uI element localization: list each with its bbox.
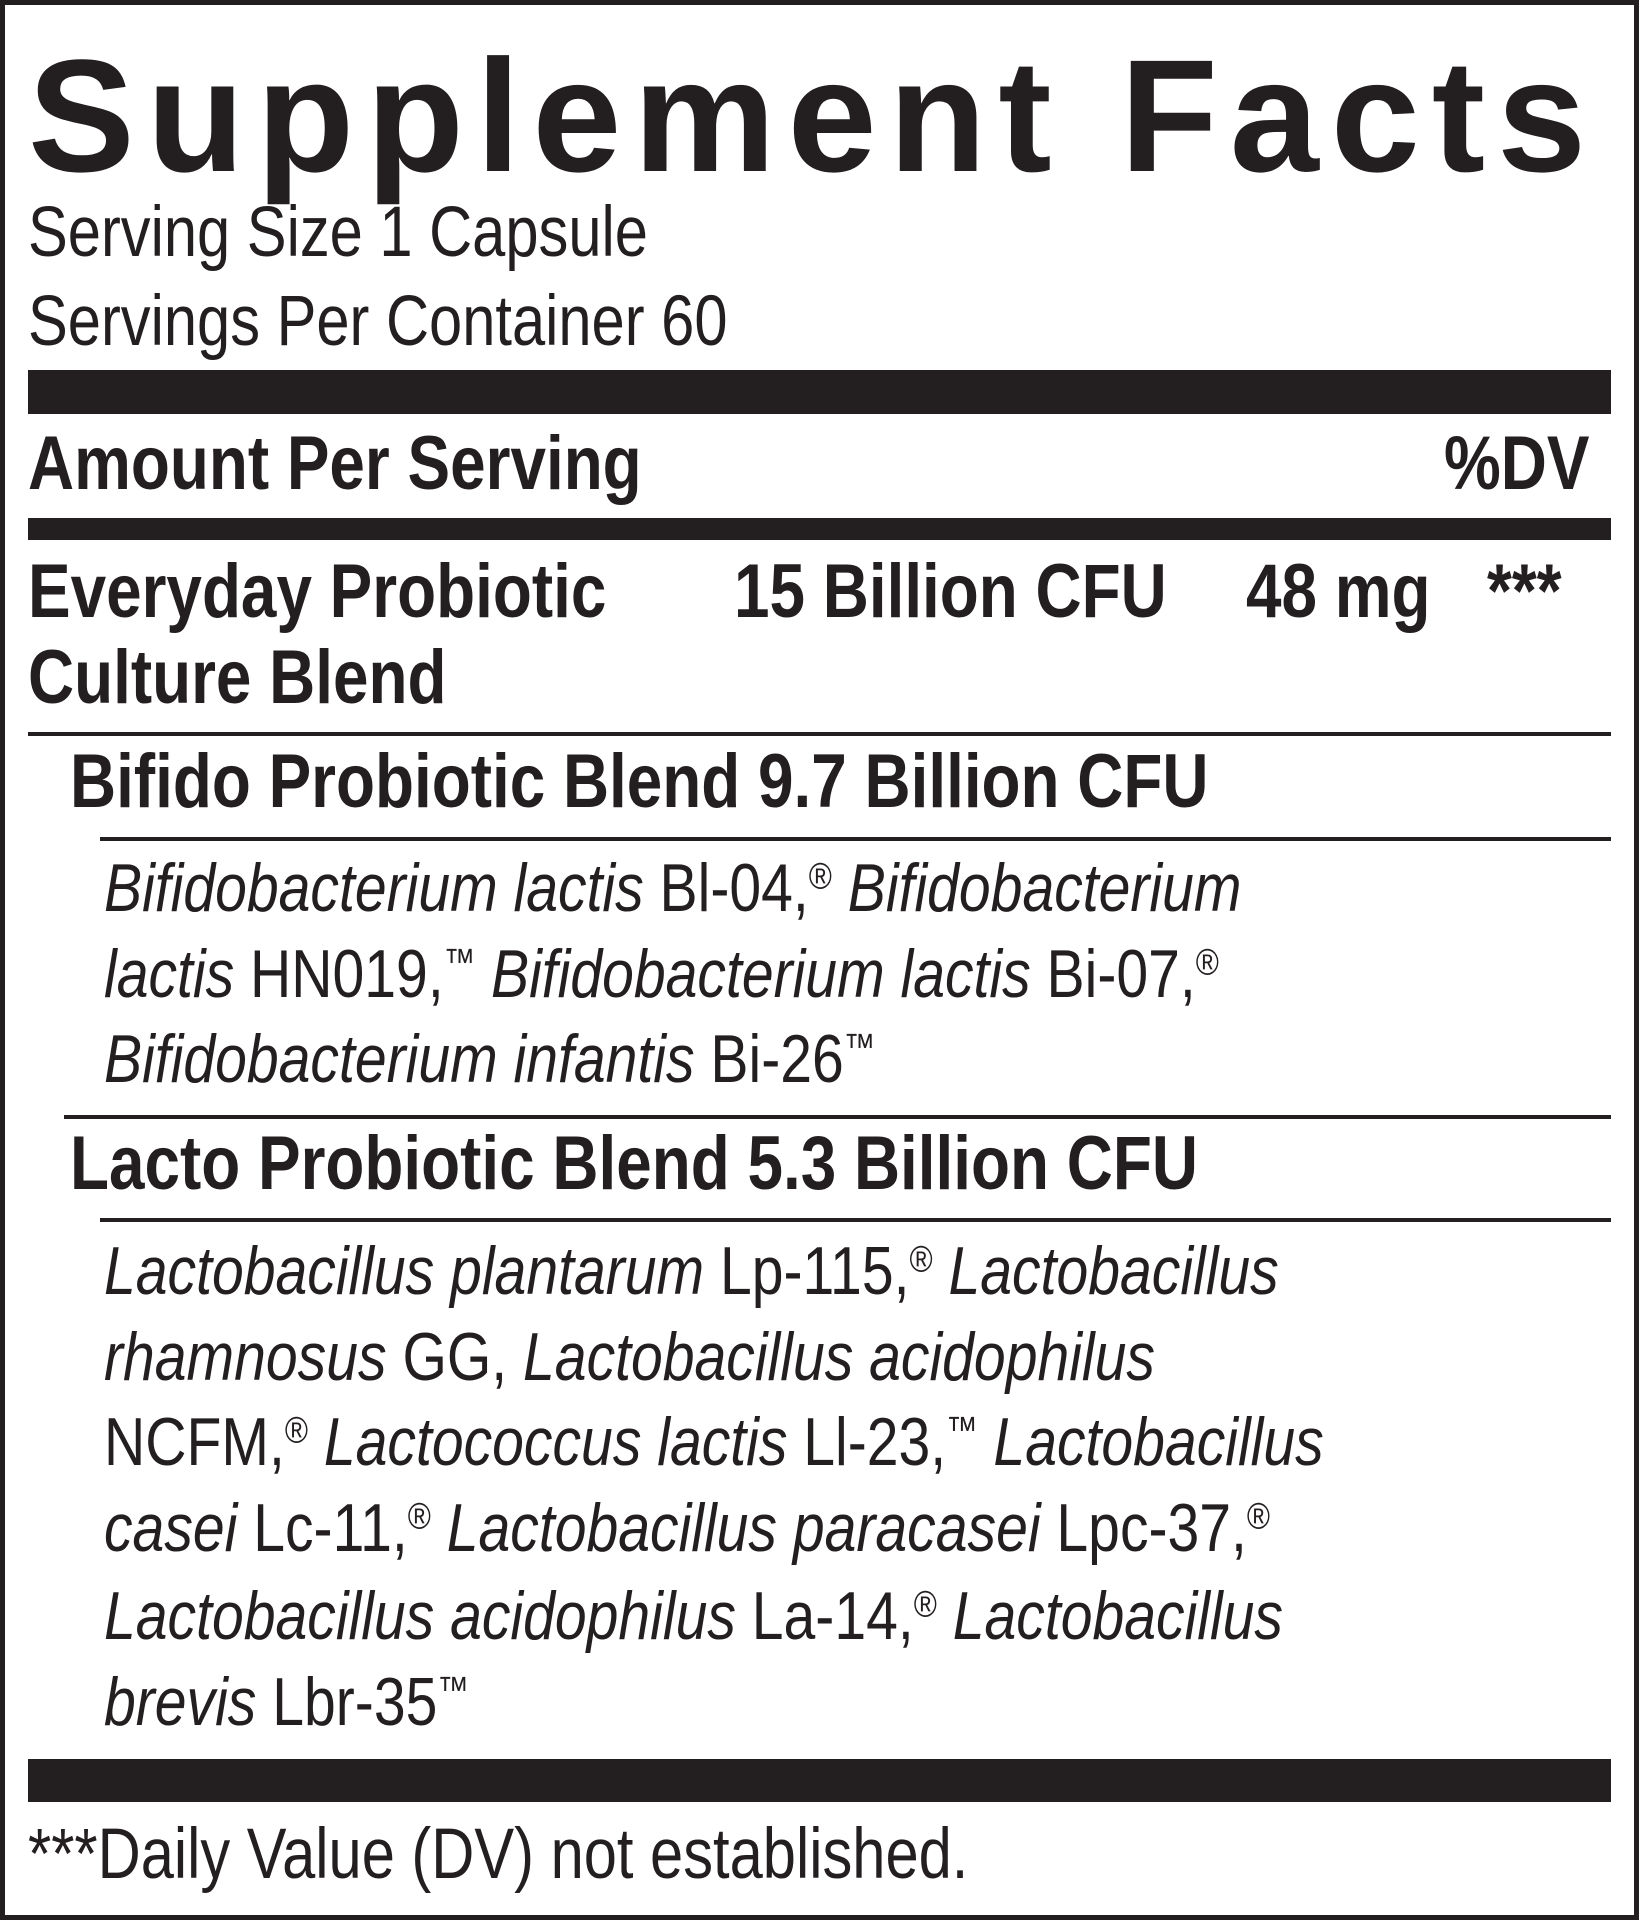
main-blend-name-line1: Everyday Probiotic <box>28 549 607 634</box>
trademark-symbol: ® <box>284 1408 309 1451</box>
thick-divider <box>28 370 1611 414</box>
strain-code: Bl-04, <box>643 850 809 926</box>
species-name: Bifidobacterium lactis <box>104 850 644 926</box>
serving-size: Serving Size 1 Capsule <box>28 193 648 272</box>
lacto-blend-heading: Lacto Probiotic Blend 5.3 Billion CFU <box>70 1121 1198 1206</box>
species-name: Lactobacillus paracasei <box>430 1490 1041 1566</box>
trademark-symbol: ™ <box>437 1668 469 1711</box>
main-blend-cfu: 15 Billion CFU <box>734 549 1167 634</box>
thin-divider <box>28 732 1611 736</box>
strain-code: NCFM, <box>104 1404 285 1480</box>
species-name: brevis <box>104 1664 257 1740</box>
species-name: Lactobacillus <box>936 1578 1283 1654</box>
bifido-blend-heading: Bifido Probiotic Blend 9.7 Billion CFU <box>70 739 1209 824</box>
trademark-symbol: ® <box>913 1582 937 1625</box>
ingredient-line <box>104 1490 1271 1566</box>
main-blend-amount: 48 mg <box>1246 549 1431 634</box>
dv-label: %DV <box>1444 421 1590 506</box>
ingredient-line <box>104 1578 1283 1654</box>
trademark-symbol: ® <box>407 1494 431 1537</box>
strain-code: Ll-23, <box>787 1404 947 1480</box>
trademark-symbol: ® <box>909 1237 933 1280</box>
trademark-symbol: ® <box>808 854 832 897</box>
ingredient-line <box>104 1319 1155 1395</box>
trademark-symbol: ® <box>1246 1494 1271 1537</box>
footnote: ***Daily Value (DV) not established. <box>28 1815 969 1894</box>
thick-divider <box>28 1759 1611 1802</box>
strain-code: Lbr-35 <box>256 1664 438 1740</box>
species-name: rhamnosus <box>104 1319 387 1395</box>
trademark-symbol: ™ <box>946 1408 978 1451</box>
servings-per-container: Servings Per Container 60 <box>28 282 728 361</box>
ingredient-line <box>104 850 1242 926</box>
thin-divider <box>64 1115 1611 1119</box>
ingredient-line <box>104 936 1219 1012</box>
species-name: Lactobacillus acidophilus <box>104 1578 736 1654</box>
strain-code: Lpc-37, <box>1040 1490 1247 1566</box>
trademark-symbol: ™ <box>843 1025 876 1068</box>
ingredient-line <box>104 1404 1324 1480</box>
strain-code: Lc-11, <box>237 1490 408 1566</box>
trademark-symbol: ® <box>1195 940 1219 983</box>
species-name: Lactobacillus plantarum <box>104 1233 705 1309</box>
ingredient-line <box>104 1021 876 1097</box>
main-blend-name-line2: Culture Blend <box>28 635 447 720</box>
species-name: Bifidobacterium <box>831 850 1242 926</box>
amount-per-serving-label: Amount Per Serving <box>28 421 642 506</box>
trademark-symbol: ™ <box>443 940 476 983</box>
thin-divider <box>100 1218 1611 1222</box>
species-name: Lactococcus lactis <box>308 1404 788 1480</box>
main-blend-dv: *** <box>1487 549 1562 634</box>
label-title: Supplement Facts <box>28 26 1599 205</box>
strain-code: GG, <box>386 1319 524 1395</box>
medium-divider <box>28 518 1611 540</box>
species-name: Lactobacillus <box>977 1404 1324 1480</box>
species-name: Lactobacillus acidophilus <box>523 1319 1155 1395</box>
strain-code: La-14, <box>735 1578 914 1654</box>
species-name: Bifidobacterium lactis <box>475 936 1031 1012</box>
ingredient-line <box>104 1664 469 1740</box>
strain-code: HN019, <box>234 936 444 1012</box>
ingredient-line <box>104 1233 1279 1309</box>
species-name: Bifidobacterium infantis <box>104 1021 695 1097</box>
species-name: Lactobacillus <box>932 1233 1279 1309</box>
species-name: casei <box>104 1490 238 1566</box>
strain-code: Bi-07, <box>1030 936 1196 1012</box>
strain-code: Lp-115, <box>704 1233 910 1309</box>
strain-code: Bi-26 <box>694 1021 844 1097</box>
thin-divider <box>100 837 1611 841</box>
species-name: lactis <box>104 936 235 1012</box>
